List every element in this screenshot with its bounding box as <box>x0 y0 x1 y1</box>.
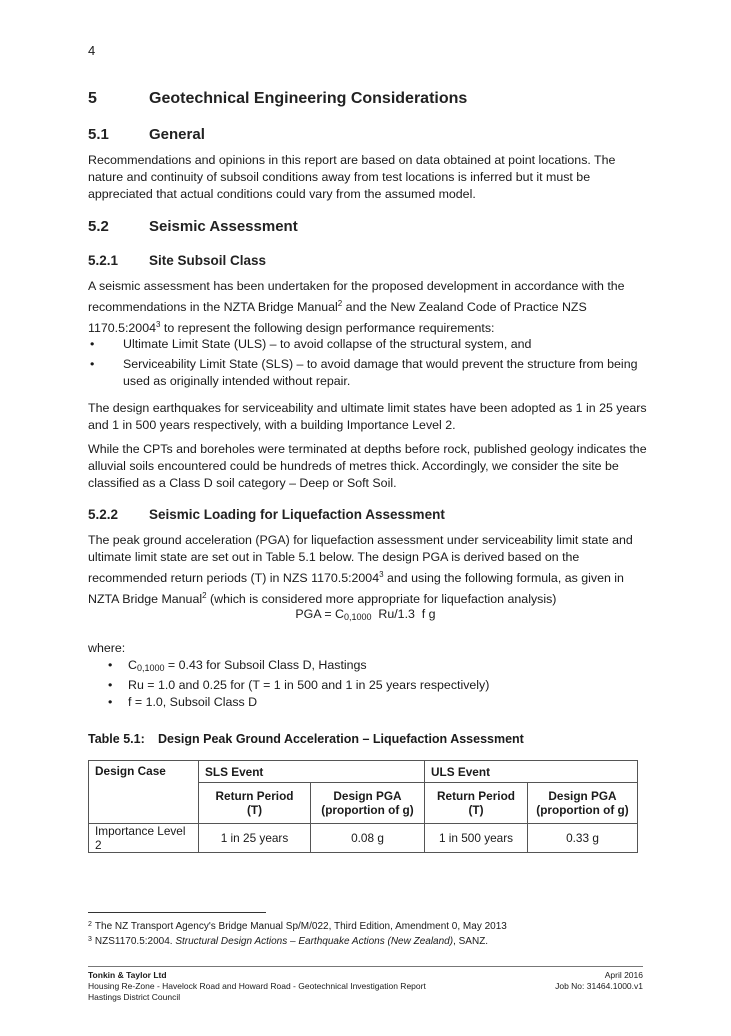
footnote-italic-title: Structural Design Actions – Earthquake Actions (New Zealand) <box>175 936 454 947</box>
section-number: 5 <box>88 90 97 107</box>
section-heading <box>88 90 648 110</box>
footer-client: Hastings District Council <box>88 992 181 1002</box>
header-design-case: Design Case <box>89 761 199 824</box>
list-item: • f = 1.0, Subsoil Class D <box>108 694 628 711</box>
cell-uls-pga: 0.33 g <box>528 824 638 853</box>
header-line: (T) <box>246 803 263 817</box>
section-title: Geotechnical Engineering Considerations <box>149 90 468 107</box>
footnote-ref: 3 <box>156 320 161 329</box>
header-line: (T) <box>468 803 484 817</box>
subsection-heading-5-2 <box>88 218 648 238</box>
footer-project: Housing Re-Zone - Havelock Road and Howard Road - Geotechnical Investigation Report <box>88 981 426 991</box>
soil-class-paragraph: While the CPTs and boreholes were terminated at depths before rock, published geology indicates the alluvial soils encountered could be hundreds of metres thick. Accordingly, we consider the site be classified as a Class D soil category – Deep or Soft Soil. <box>88 442 647 490</box>
cell-sls-pga: 0.08 g <box>311 824 425 853</box>
footnote-ref: 3 <box>379 570 384 579</box>
footnote-marker: 3 <box>88 936 92 943</box>
subsection-heading-5-2-2 <box>88 507 648 525</box>
subsection-title: Seismic Loading for Liquefaction Assessment <box>149 507 445 522</box>
formula-text: PGA = C <box>295 607 344 621</box>
footer-date: April 2016 <box>604 970 643 980</box>
footer-right <box>555 970 643 992</box>
formula-subscript: 0,1000 <box>343 612 372 622</box>
footer-divider <box>88 966 643 967</box>
performance-requirements-list <box>88 336 648 393</box>
footer-left <box>88 970 426 1003</box>
cell-uls-return-period: 1 in 500 years <box>425 824 528 853</box>
header-uls-return-period <box>425 783 528 824</box>
formula-variables-list <box>108 657 628 711</box>
footnote-marker: 2 <box>88 921 92 928</box>
table-row <box>89 824 638 853</box>
header-uls-design-pga <box>528 783 638 824</box>
where-label: where: <box>88 641 126 655</box>
footer-company: Tonkin & Taylor Ltd <box>88 970 167 980</box>
subscript: 0,1000 <box>136 663 165 673</box>
footnote-3 <box>88 936 488 947</box>
list-item: • Ultimate Limit State (ULS) – to avoid collapse of the structural system, and <box>88 336 648 353</box>
header-sls-design-pga <box>311 783 425 824</box>
cell-design-case: Importance Level 2 <box>89 824 199 853</box>
general-paragraph: Recommendations and opinions in this report are based on data obtained at point locations. The nature and continuity of subsoil conditions away from test locations is inferred but it must be appreciated that actual conditions could vary from the assumed model. <box>88 153 616 201</box>
pga-table <box>88 760 638 853</box>
subsection-heading-5-1 <box>88 126 648 146</box>
pga-formula <box>0 607 731 622</box>
text-run: C <box>128 658 137 672</box>
footnote-text: NZS1170.5:2004. <box>94 936 176 947</box>
header-line: (proportion of g) <box>536 803 629 817</box>
page-number: 4 <box>88 43 96 58</box>
table-number: Table 5.1: <box>88 732 145 746</box>
text-run: = 0.43 for Subsoil Class D, Hastings <box>164 658 367 672</box>
subsection-number: 5.2.1 <box>88 253 119 268</box>
footnote-2 <box>88 921 507 932</box>
footnote-text: , SANZ. <box>453 936 489 947</box>
header-line: Return Period <box>437 789 515 803</box>
table-title: Design Peak Ground Acceleration – Liquefaction Assessment <box>158 732 524 746</box>
text-run: A seismic assessment has been undertaken for the proposed development in accordance with the recommendations in the NZTA Bridge Manual <box>88 279 625 314</box>
subsection-title: Site Subsoil Class <box>149 253 267 268</box>
subsection-heading-5-2-1 <box>88 253 648 271</box>
header-line: (proportion of g) <box>321 803 414 817</box>
footnote-text: The NZ Transport Agency's Bridge Manual Sp/M/022, Third Edition, Amendment 0, May 2013 <box>94 921 507 932</box>
footnote-ref: 2 <box>202 591 207 600</box>
formula-text: Ru/1.3 f g <box>371 607 436 621</box>
header-sls-event: SLS Event <box>199 761 425 783</box>
text-run: (which is considered more appropriate for liquefaction analysis) <box>206 592 557 606</box>
subsection-title: Seismic Assessment <box>149 218 298 235</box>
design-earthquakes-paragraph: The design earthquakes for serviceability and ultimate limit states have been adopted as 1 in 25 years and 1 in 500 years respectively, with a building Importance Level 2. <box>88 401 647 432</box>
subsection-number: 5.2 <box>88 218 109 235</box>
header-line: Design PGA <box>333 789 402 803</box>
footer-job-number: Job No: 31464.1000.v1 <box>555 981 643 991</box>
text-run: and the New Zealand Code of Practice NZS 1170.5:2004 <box>88 300 587 335</box>
subsection-number: 5.2.2 <box>88 507 119 522</box>
text-run: to represent the following design performance requirements: <box>160 321 495 335</box>
text-run: and using the following formula, as given in NZTA Bridge Manual <box>88 571 624 606</box>
table-caption <box>88 732 524 746</box>
list-item: • Serviceability Limit State (SLS) – to avoid damage that would prevent the structure from being used as originally intended without repair. <box>88 356 648 390</box>
header-line: Design PGA <box>548 789 617 803</box>
subsection-title: General <box>149 126 205 143</box>
header-uls-event: ULS Event <box>425 761 638 783</box>
pga-paragraph <box>88 532 648 608</box>
header-line: Return Period <box>215 789 294 803</box>
header-sls-return-period <box>199 783 311 824</box>
list-item: • Ru = 1.0 and 0.25 for (T = 1 in 500 and 1 in 25 years respectively) <box>108 677 628 694</box>
subsection-number: 5.1 <box>88 126 109 143</box>
cell-sls-return-period: 1 in 25 years <box>199 824 311 853</box>
seismic-assessment-paragraph <box>88 278 648 337</box>
footnote-divider <box>88 912 266 913</box>
footnote-ref: 2 <box>337 299 343 308</box>
text-run: The peak ground acceleration (PGA) for liquefaction assessment under serviceability limit state and ultimate limit state are set out in Table 5.1 below. The design PGA is derived based on the recommended return periods (T) in NZS 1170.5:2004 <box>88 533 633 585</box>
list-item <box>108 657 628 677</box>
